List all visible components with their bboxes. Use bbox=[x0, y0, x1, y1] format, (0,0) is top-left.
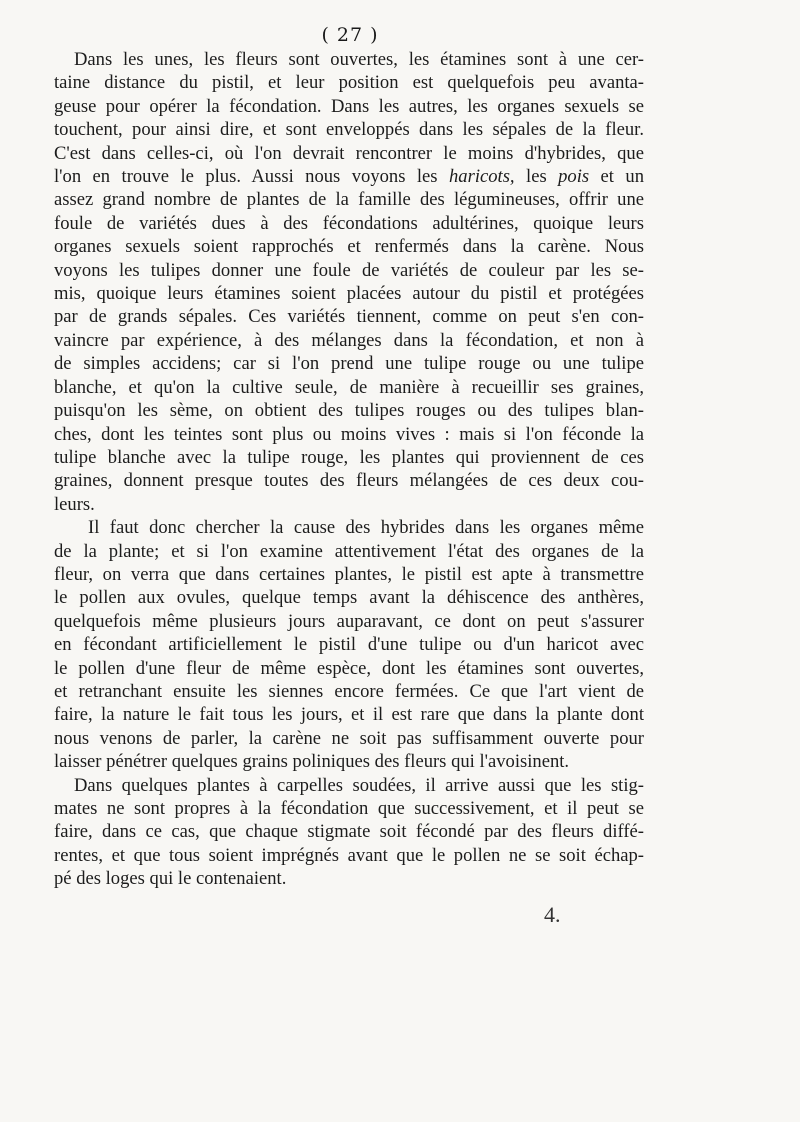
text-line: tulipe blanche avec la tulipe rouge, les plantes qui proviennent de ces bbox=[54, 446, 644, 468]
paragraph-3 bbox=[54, 774, 644, 891]
text-line: C'est dans celles-ci, où l'on devrait rencontrer le moins d'hybrides, que bbox=[54, 142, 644, 164]
text-line: puisqu'on les sème, on obtient des tulipes rouges ou des tulipes blan- bbox=[54, 400, 644, 422]
text-line: assez grand nombre de plantes de la famille des légumineuses, offrir une bbox=[54, 189, 644, 211]
text-line: l'on en trouve le plus. Aussi nous voyons les haricots, les pois et un bbox=[54, 166, 645, 188]
text-line: vaincre par expérience, à des mélanges dans la fécondation, et non à bbox=[54, 329, 644, 351]
text-line: le pollen aux ovules, quelque temps avant la déhiscence des anthères, bbox=[54, 587, 644, 609]
text-line: en fécondant artificiellement le pistil d'une tulipe ou d'un haricot avec bbox=[54, 634, 644, 656]
signature-mark: 4. bbox=[544, 902, 561, 927]
paragraph-2 bbox=[54, 516, 644, 773]
text-line: touchent, pour ainsi dire, et sont enveloppés dans les sépales de la fleur. bbox=[54, 119, 644, 141]
text-line: par de grands sépales. Ces variétés tiennent, comme on peut s'en con- bbox=[54, 306, 644, 328]
text-line: rentes, et que tous soient imprégnés avant que le pollen ne se soit échap- bbox=[54, 844, 644, 866]
text-line: mates ne sont propres à la fécondation que successivement, et il peut se bbox=[54, 798, 644, 819]
text-line: taine distance du pistil, et leur position est quelquefois peu avanta- bbox=[54, 72, 644, 94]
text-line: de la plante; et si l'on examine attentivement l'état des organes de la bbox=[54, 540, 644, 562]
text-line: et retranchant ensuite les siennes encore fermées. Ce que l'art vient de bbox=[54, 680, 644, 702]
text-line: leurs. bbox=[54, 493, 95, 515]
text-line: faire, dans ce cas, que chaque stigmate soit fécondé par des fleurs diffé- bbox=[54, 821, 644, 843]
text-line: Il faut donc chercher la cause des hybrides dans les organes même bbox=[88, 517, 644, 539]
text-line: ches, dont les teintes sont plus ou moins vives : mais si l'on féconde la bbox=[54, 423, 644, 445]
text-line: de simples accidens; car si l'on prend une tulipe rouge ou une tulipe bbox=[54, 353, 644, 375]
text-line: quelquefois même plusieurs jours auparavant, ce dont on peut s'assurer bbox=[54, 610, 644, 632]
text-line: pé des loges qui le contenaient. bbox=[54, 868, 287, 890]
text-line: foule de variétés dues à des fécondations adultérines, quoique leurs bbox=[54, 212, 644, 234]
page-number: ( 27 ) bbox=[321, 24, 379, 46]
text-line: voyons les tulipes donner une foule de variétés de couleur par les se- bbox=[54, 259, 644, 281]
text-line: Dans quelques plantes à carpelles soudées, il arrive aussi que les stig- bbox=[74, 774, 644, 796]
body-text bbox=[54, 48, 644, 891]
text-line: nous venons de parler, la carène ne soit pas suffisamment ouverte pour bbox=[54, 727, 644, 749]
text-line: organes sexuels soient rapprochés et renfermés dans la carène. Nous bbox=[54, 236, 644, 258]
text-line: le pollen d'une fleur de même espèce, dont les étamines sont ouvertes, bbox=[54, 657, 644, 679]
text-line: laisser pénétrer quelques grains poliniques des fleurs qui l'avoisinent. bbox=[54, 751, 570, 773]
text-line: geuse pour opérer la fécondation. Dans les autres, les organes sexuels se bbox=[54, 95, 644, 117]
text-line: faire, la nature le fait tous les jours, et il est rare que dans la plante dont bbox=[54, 704, 644, 726]
paragraph-1 bbox=[54, 48, 644, 516]
text-line: Dans les unes, les fleurs sont ouvertes, les étamines sont à une cer- bbox=[74, 49, 644, 70]
text-line: blanche, et qu'on la cultive seule, de manière à recueillir ses graines, bbox=[54, 376, 644, 398]
text-line: mis, quoique leurs étamines soient placées autour du pistil et protégées bbox=[54, 283, 644, 305]
text-line: graines, donnent presque toutes des fleurs mélangées de ces deux cou- bbox=[54, 470, 644, 492]
text-line: fleur, on verra que dans certaines plantes, le pistil est apte à transmettre bbox=[54, 563, 644, 585]
